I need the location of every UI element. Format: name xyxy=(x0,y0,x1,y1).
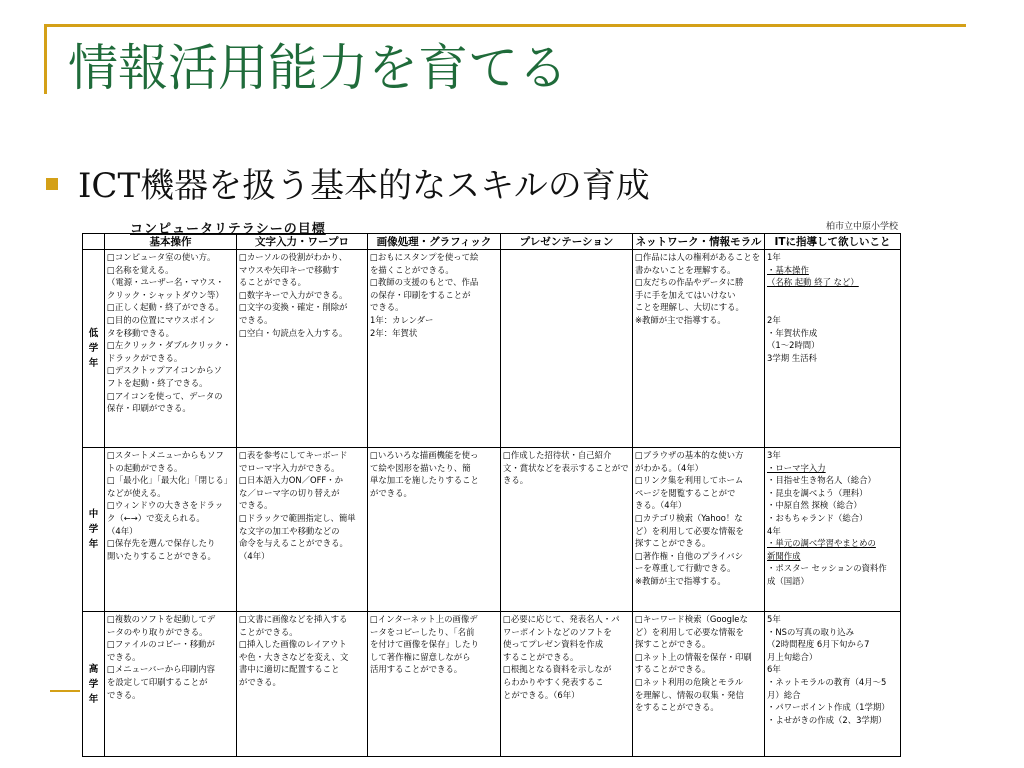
cell-line: ・おもちゃランド（総合） xyxy=(767,512,868,523)
cell-line: 単な加工を施したりすること xyxy=(370,475,479,486)
cell-line: □必要に応じて、発表名人・パ xyxy=(503,614,620,624)
cell-line: 3学期 生活科 xyxy=(767,352,817,363)
table-cell xyxy=(633,612,765,757)
grade-label-text: 中学年 xyxy=(88,509,99,550)
cell-line: 2年：年賀状 xyxy=(370,327,418,338)
cell-line: トの起動ができる。 xyxy=(107,462,183,473)
cell-line: 3年 xyxy=(767,450,781,460)
document-title: コンピュータリテラシーの目標 xyxy=(130,222,326,237)
cell-line: クリック・シャットダウン等） xyxy=(107,289,224,300)
cell-line: 成（国語） xyxy=(767,575,809,586)
cell-line: ・NSの写真の取り込み xyxy=(767,626,854,637)
cell-line: □ファイルのコピー・移動が xyxy=(107,639,215,650)
cell-line: ど）を利用して必要な情報を xyxy=(635,525,744,536)
cell-line: でローマ字入力ができる。 xyxy=(239,462,340,473)
bullet-text: ICT機器を扱う基本的なスキルの育成 xyxy=(78,166,650,206)
cell-line: ・よせがきの作成（2、3学期） xyxy=(767,714,887,725)
cell-line: 2年 xyxy=(767,314,781,325)
cell-line: □保存先を選んで保存したり xyxy=(107,538,216,549)
cell-line: □左クリック・ダブルクリック・ xyxy=(107,340,231,351)
cell-line: タを移動できる。 xyxy=(107,327,174,338)
cell-line: ることができる。 xyxy=(239,277,306,288)
cell-line: することができる。 xyxy=(503,651,579,662)
column-header: 文字入力・ワープロ xyxy=(237,234,368,250)
cell-line: ・パワーポイント作成（1学期） xyxy=(767,702,890,713)
cell-line: な／ローマ字の切り替えが xyxy=(239,487,340,498)
cell-line: ができる。 xyxy=(239,676,281,687)
cell-line: □アイコンを使って、データの xyxy=(107,390,223,401)
cell-line: できる。 xyxy=(239,500,273,511)
cell-line: □カーソルの役割がわかり、 xyxy=(239,252,348,262)
cell-line: ワーポイントなどのソフトを xyxy=(503,626,612,637)
cell-line: （4年） xyxy=(239,550,270,561)
cell-line: （1～2時間） xyxy=(767,340,820,351)
cell-line: ※教師が主で指導する。 xyxy=(635,575,726,586)
cell-line: することができる。 xyxy=(635,664,711,675)
cell-line: 活用することができる。 xyxy=(370,664,463,675)
cell-line: ことを理解し、大切にする。 xyxy=(635,302,744,313)
cell-line: ページを閲覧することがで xyxy=(635,487,736,498)
cell-line: □作成した招待状・自己紹介 xyxy=(503,450,612,460)
cell-line: ことができる。 xyxy=(239,626,298,637)
literacy-goals-table xyxy=(82,233,901,757)
cell-line: を付けて画像を保存」したり xyxy=(370,639,479,650)
table-cell xyxy=(501,448,633,612)
cell-line: □ネット上の情報を保存・印刷 xyxy=(635,651,752,662)
cell-line: ・昆虫を調べよう（理科） xyxy=(767,487,868,498)
cell-line: ータをコピーしたり、「名前 xyxy=(370,626,475,637)
cell-line: をすることができる。 xyxy=(635,702,719,713)
cell-line: □インターネット上の画像デ xyxy=(370,614,478,624)
cell-line: □メニューバーから印刷内容 xyxy=(107,664,215,675)
footer-line-left xyxy=(50,690,80,692)
cell-line: ・ローマ字入力 xyxy=(767,462,826,473)
cell-line: 探すことができる。 xyxy=(635,538,711,549)
cell-line: □複数のソフトを起動してデ xyxy=(107,614,216,624)
cell-line: 4年 xyxy=(767,525,781,536)
cell-line: 文・賞状などを表示することがで xyxy=(503,462,629,473)
table-cell xyxy=(105,250,237,448)
table-cell xyxy=(237,448,368,612)
cell-line: （4年） xyxy=(107,525,138,536)
cell-line: ど）を利用して必要な情報を xyxy=(635,626,744,637)
cell-line: □ウィンドウの大きさをドラッ xyxy=(107,500,224,511)
cell-line: 書中に適切に配置すること xyxy=(239,664,340,675)
table-cell xyxy=(765,250,901,448)
cell-line xyxy=(767,301,899,314)
column-header: ネットワーク・情報モラル xyxy=(633,234,765,250)
cell-line: 書かないことを理解する。 xyxy=(635,264,736,275)
cell-line: □友だちの作品やデータに勝 xyxy=(635,277,744,288)
cell-line: □教師の支援のもとで、作品 xyxy=(370,277,479,288)
cell-line: □リンク集を利用してホーム xyxy=(635,475,744,486)
bullet-marker xyxy=(46,178,58,190)
cell-line: きる。（4年） xyxy=(635,500,687,511)
cell-line: □空白・句読点を入力する。 xyxy=(239,327,348,338)
cell-line: ータのやり取りができる。 xyxy=(107,626,208,637)
cell-line: □文字の変換・確定・削除が xyxy=(239,302,348,313)
cell-line: ・単元の調べ学習やまとめの xyxy=(767,538,876,549)
cell-line: ーを尊重して行動できる。 xyxy=(635,563,736,574)
cell-line: を理解し、情報の収集・発信 xyxy=(635,689,744,700)
cell-line xyxy=(767,289,899,302)
cell-line: □ブラウザの基本的な使い方 xyxy=(635,450,744,460)
cell-line: 5年 xyxy=(767,614,781,624)
cell-line: □おもにスタンプを使って絵 xyxy=(370,252,479,262)
title-frame-top-line xyxy=(44,24,966,27)
cell-line: きる。 xyxy=(503,475,529,486)
cell-line: （2時間程度 6月下旬から7 xyxy=(767,639,870,650)
table-row xyxy=(83,250,901,448)
cell-line: □ネット利用の危険とモラル xyxy=(635,676,744,687)
cell-line: 新聞作成 xyxy=(767,550,801,561)
cell-line: □名称を覚える。 xyxy=(107,264,174,275)
corner-cell xyxy=(83,234,105,250)
cell-line: 1年 xyxy=(767,252,781,262)
column-header: プレゼンテーション xyxy=(501,234,633,250)
cell-line: □作品には人の権利があることを xyxy=(635,252,761,262)
cell-line: □正しく起動・終了ができる。 xyxy=(107,302,224,313)
table-cell xyxy=(765,612,901,757)
cell-line: ドラックができる。 xyxy=(107,352,183,363)
grade-label xyxy=(83,250,105,448)
cell-line: □数字キーで入力ができる。 xyxy=(239,289,348,300)
cell-line: の保存・印刷をすることが xyxy=(370,289,471,300)
cell-line: できる。 xyxy=(107,689,141,700)
cell-line: ができる。 xyxy=(370,487,412,498)
cell-line: □文書に画像などを挿入する xyxy=(239,614,348,624)
cell-line: □「最小化」「最大化」「閉じる」 xyxy=(107,475,233,486)
cell-line: 6年 xyxy=(767,664,781,675)
cell-line: （名称 起動 終了 など） xyxy=(767,277,859,288)
cell-line: □著作権・自他のプライバシ xyxy=(635,550,743,561)
cell-line: 使ってプレゼン資料を作成 xyxy=(503,639,604,650)
cell-line: 1年：カレンダー xyxy=(370,314,434,325)
cell-line: ・年賀状作成 xyxy=(767,327,818,338)
cell-line: □キーワード検索（Googleな xyxy=(635,614,748,624)
grade-label-text: 低学年 xyxy=(88,328,99,369)
table-cell xyxy=(368,448,501,612)
cell-line: （電源・ユーザー名・マウス・ xyxy=(107,277,224,288)
column-header: 画像処理・グラフィック xyxy=(368,234,501,250)
cell-line: を設定して印刷することが xyxy=(107,676,208,687)
grade-label xyxy=(83,448,105,612)
column-header: ITに指導して欲しいこと xyxy=(765,234,901,250)
cell-line: して著作権に留意しながら xyxy=(370,651,471,662)
slide-title: 情報活用能力を育てる xyxy=(68,39,568,97)
grade-label-text: 高学年 xyxy=(88,663,99,705)
cell-line: □コンピュータ室の使い方。 xyxy=(107,252,216,262)
cell-line: な文字の加工や移動などの xyxy=(239,525,340,536)
cell-line: らわかりやすく発表するこ xyxy=(503,676,604,687)
cell-line: □スタートメニューからもソフ xyxy=(107,450,224,460)
cell-line: □デスクトップアイコンからソ xyxy=(107,365,222,376)
table-cell xyxy=(501,250,633,448)
cell-line: がわかる。（4年） xyxy=(635,462,704,473)
cell-line: □挿入した画像のレイアウト xyxy=(239,639,347,650)
table-cell xyxy=(237,612,368,757)
cell-line: て絵や図形を描いたり、簡 xyxy=(370,462,471,473)
cell-line: □ドラックで範囲指定し、簡単 xyxy=(239,512,356,523)
literacy-goals-document xyxy=(82,217,902,765)
cell-line: ・ポスター セッションの資料作 xyxy=(767,563,887,574)
cell-line: ・中原自然 探検（総合） xyxy=(767,500,862,511)
cell-line: を描くことができる。 xyxy=(370,264,454,275)
cell-line: ※教師が主で指導する。 xyxy=(635,314,726,325)
cell-line: 保存・印刷ができる。 xyxy=(107,403,191,414)
column-header: 基本操作 xyxy=(105,234,237,250)
table-cell xyxy=(501,612,633,757)
cell-line: できる。 xyxy=(107,651,141,662)
cell-line: ク（←→）で変えられる。 xyxy=(107,512,205,523)
table-cell xyxy=(368,612,501,757)
table-cell xyxy=(633,250,765,448)
table-cell xyxy=(633,448,765,612)
title-frame-left-line xyxy=(44,24,47,94)
cell-line: ・目指せ生き物名人（総合） xyxy=(767,475,876,486)
cell-line: □カテゴリ検索（Yahoo！な xyxy=(635,512,743,523)
table-cell xyxy=(105,612,237,757)
cell-line: できる。 xyxy=(239,314,273,325)
table-cell xyxy=(237,250,368,448)
cell-line: や色・大きさなどを変え、文 xyxy=(239,651,349,662)
cell-line: 月上旬総合） xyxy=(767,651,818,662)
cell-line: □目的の位置にマウスポイン xyxy=(107,314,216,325)
cell-line: □日本語入力ON／OFF・か xyxy=(239,475,343,486)
cell-line: ・ネットモラルの教育（4月～5 xyxy=(767,676,887,687)
cell-line: 開いたりすることができる。 xyxy=(107,550,216,561)
cell-line: とができる。（6年） xyxy=(503,689,580,700)
cell-line: などが使える。 xyxy=(107,487,166,498)
grade-label xyxy=(83,612,105,757)
cell-line: □いろいろな描画機能を使っ xyxy=(370,450,479,460)
table-row xyxy=(83,448,901,612)
table-cell xyxy=(368,250,501,448)
cell-line: 手に手を加えてはいけない xyxy=(635,289,736,300)
cell-line: 命令を与えることができる。 xyxy=(239,538,348,549)
cell-line: □表を参考にしてキーボード xyxy=(239,450,348,460)
cell-line: □根拠となる資料を示しなが xyxy=(503,664,612,675)
cell-line: ・基本操作 xyxy=(767,264,809,275)
table-cell xyxy=(765,448,901,612)
table-header-row xyxy=(83,234,901,250)
cell-line: できる。 xyxy=(370,302,404,313)
document-school-name: 柏市立中原小学校 xyxy=(825,222,898,232)
table-row xyxy=(83,612,901,757)
cell-line: フトを起動・終了できる。 xyxy=(107,377,208,388)
cell-line: 探すことができる。 xyxy=(635,639,711,650)
table-cell xyxy=(105,448,237,612)
cell-line: マウスや矢印キーで移動す xyxy=(239,264,340,275)
cell-line: 月）総合 xyxy=(767,689,801,700)
